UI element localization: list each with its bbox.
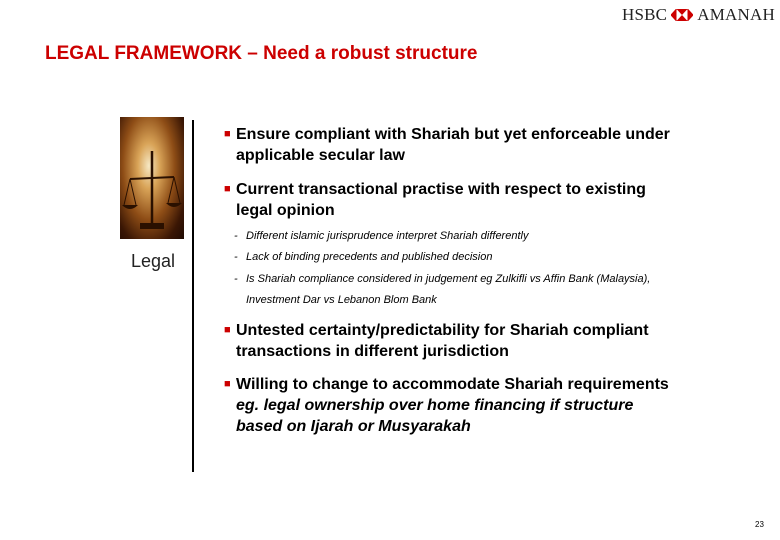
red-square-bullet-icon: ■: [224, 183, 231, 195]
bullet-text: applicable secular law: [236, 147, 405, 164]
red-square-bullet-icon: ■: [224, 324, 231, 336]
sub-point: - Different islamic jurisprudence interpret Shariah differently: [234, 230, 529, 242]
hsbc-hexagon-icon: [671, 9, 693, 21]
bullet-text: Current transactional practise with respect to existing: [236, 181, 646, 198]
bullet-text: legal opinion: [236, 202, 335, 219]
logo-text-hsbc: HSBC: [622, 5, 668, 24]
sub-point: - Lack of binding precedents and published decision: [234, 251, 493, 263]
logo-text-amanah: AMANAH: [697, 5, 775, 24]
vertical-divider: [192, 120, 194, 472]
bullet-text: based on Ijarah or Musyarakah: [236, 418, 471, 435]
red-square-bullet-icon: ■: [224, 128, 231, 140]
bullet-text: Willing to change to accommodate Shariah requirements: [236, 376, 669, 393]
sub-point-text: Is Shariah compliance considered in judgement eg Zulkifli vs Affin Bank (Malaysia),: [246, 273, 651, 285]
page-number: 23: [755, 520, 764, 529]
hsbc-amanah-logo: [622, 4, 775, 26]
sub-point: - Is Shariah compliance considered in judgement eg Zulkifli vs Affin Bank (Malaysia),: [234, 273, 651, 285]
bullet-item: [224, 179, 646, 221]
sub-point-text: Different islamic jurisprudence interpret Shariah differently: [246, 230, 529, 242]
sub-point-continuation: Investment Dar vs Lebanon Blom Bank: [246, 294, 437, 306]
bullet-text: eg. legal ownership over home financing if structure: [236, 397, 634, 414]
bullet-item: [224, 124, 670, 166]
red-square-bullet-icon: ■: [224, 378, 231, 390]
bullet-text: Ensure compliant with Shariah but yet enforceable under: [236, 126, 670, 143]
sub-point-text: Lack of binding precedents and published decision: [246, 251, 493, 263]
scales-of-justice-image: [120, 117, 184, 239]
bullet-text: Untested certainty/predictability for Shariah compliant: [236, 322, 649, 339]
scales-icon: [120, 117, 184, 239]
bullet-item: [224, 374, 669, 437]
slide-title: LEGAL FRAMEWORK – Need a robust structure: [45, 43, 478, 64]
bullet-text: transactions in different jurisdiction: [236, 343, 509, 360]
section-label: Legal: [131, 251, 176, 271]
bullet-item: [224, 320, 649, 362]
